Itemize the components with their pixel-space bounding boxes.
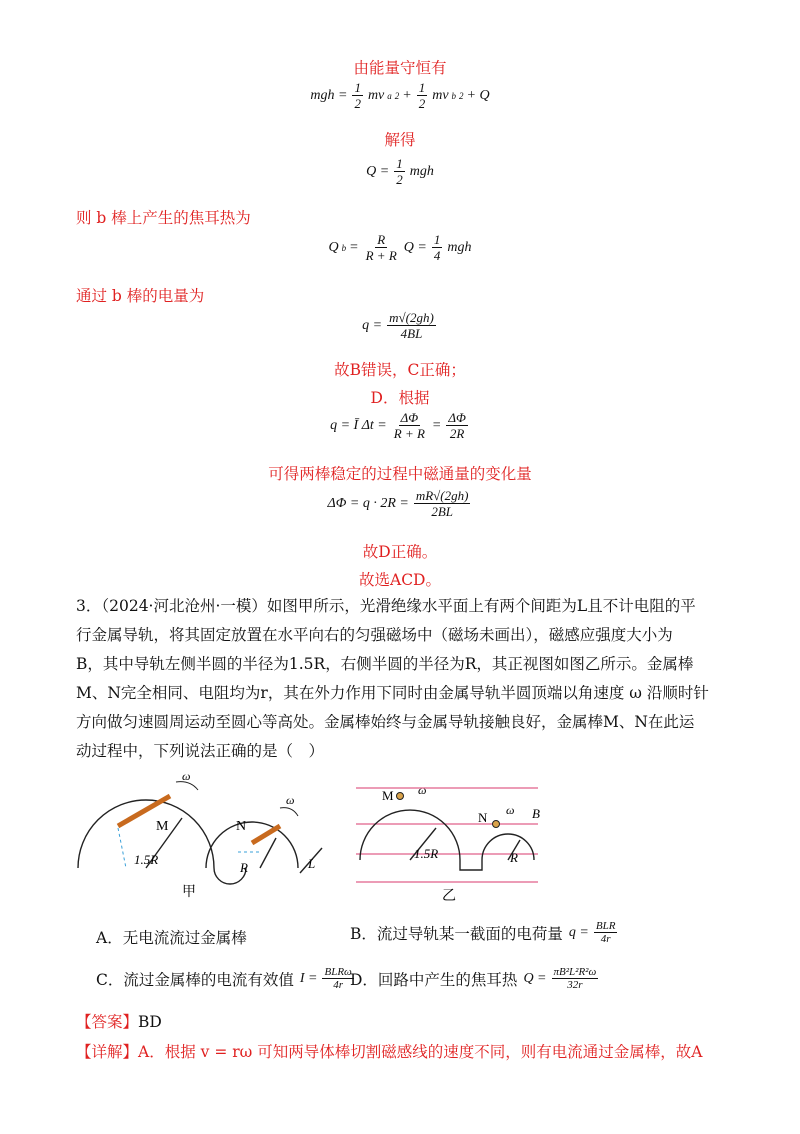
detail-label: 【详解】: [76, 1043, 139, 1061]
omega-yi-2: ω: [506, 803, 515, 817]
equation-Q: Q = $\frac{1}{2}$ mgh: [366, 156, 434, 187]
label-1-5R-yi: 1.5R: [414, 846, 439, 861]
option-D[interactable]: D．回路中产生的焦耳热 Q = $\frac{\text{πB²L²R²ω}}{32r}$: [350, 966, 597, 991]
figure-jia: [70, 768, 340, 908]
problem-line-3: B，其中导轨左侧半圆的半径为1.5R，右侧半圆的半径为R，其正视图如图乙所示。金属棒: [76, 655, 694, 673]
option-B[interactable]: B．流过导轨某一截面的电荷量 q = $\frac{\text{BLR}}{4r}$: [350, 920, 616, 945]
detail-line: [76, 1040, 736, 1062]
label-M-yi: M: [382, 788, 394, 803]
omega-yi-1: ω: [418, 783, 427, 797]
omega-label-1: ω: [182, 769, 191, 783]
problem-line-6: 动过程中，下列说法正确的是（ ）: [76, 742, 325, 760]
detail-text: A．根据 v = rω 可知两导体棒切割磁感线的速度不同，则有电流通过金属棒，故A: [138, 1043, 703, 1061]
label-N: N: [236, 819, 247, 834]
label-jia: 甲: [182, 884, 196, 900]
rod-N: [252, 826, 280, 843]
text-d-correct: 故D正确。: [362, 543, 438, 561]
equation-q: q = $\frac{m√(2gh)}{4BL}$: [362, 310, 434, 341]
equation-Qb: Q b = $\frac{R}{R + R}$ Q = $\frac{1}{4}$ mgh: [328, 232, 472, 263]
text-solve: 解得: [384, 131, 416, 149]
problem-line-4: M、N完全相同、电阻均为r，其在外力作用下同时由金属导轨半圆顶端以角速度 ω 沿顺时针: [76, 684, 709, 702]
label-R-yi: R: [510, 850, 518, 865]
option-C[interactable]: C．流过金属棒的电流有效值 I = $\frac{\text{BLRω}}{4r}$: [96, 966, 352, 991]
label-L: L: [308, 856, 316, 871]
option-A[interactable]: A．无电流流过金属棒: [96, 929, 247, 947]
problem-line-2: 行金属导轨，将其固定放置在水平向右的匀强磁场中（磁场未画出），磁感应强度大小为: [76, 626, 673, 644]
problem-line-1: 3．（2024·河北沧州·一模）如图甲所示，光滑绝缘水平面上有两个间距为L且不计电阻的平: [76, 597, 696, 615]
problem-text: [76, 592, 736, 766]
answer-line: [76, 1010, 162, 1032]
label-N-yi: N: [478, 810, 488, 825]
option-C-text: C．流过金属棒的电流有效值: [96, 970, 294, 989]
answer-label: 【答案】: [76, 1013, 139, 1031]
problem-line-5: 方向做匀速圆周运动至圆心等高处。金属棒始终与金属导轨接触良好，金属棒M、N在此运: [76, 713, 695, 731]
figure-yi: [352, 770, 542, 910]
label-R-jia: R: [240, 860, 248, 875]
omega-label-2: ω: [286, 793, 295, 807]
text-flux-change: 可得两棒稳定的过程中磁通量的变化量: [268, 465, 532, 483]
label-M: M: [156, 819, 169, 834]
label-B: B: [532, 806, 540, 821]
equation-q-flux: q = Ī Δt = $\frac{\Delta\Phi}{R + R}$ = $\frac{\Delta\Phi}{2R}$: [330, 410, 466, 441]
label-yi: 乙: [442, 888, 456, 904]
equation-energy: mgh = $\frac{1}{2}$ mv a 2 + $\frac{1}{2}$ mv b 2 + Q: [310, 80, 490, 111]
text-choose: 故选ACD。: [359, 571, 441, 589]
text-b-charge: 通过 b 棒的电量为: [76, 287, 205, 305]
equation-delta-phi: ΔΦ = q · 2R = $\frac{mR√(2gh)}{2BL}$: [327, 488, 469, 519]
answer-value: BD: [138, 1013, 162, 1031]
text-b-wrong: 故B错误，C正确；: [334, 361, 466, 379]
text-energy-conservation: 由能量守恒有: [353, 59, 447, 77]
option-B-text: B．流过导轨某一截面的电荷量: [350, 924, 563, 943]
text-d-basis: D．根据: [370, 389, 430, 407]
label-1-5R: 1.5R: [134, 852, 159, 867]
text-b-heat: 则 b 棒上产生的焦耳热为: [76, 209, 251, 227]
option-D-text: D．回路中产生的焦耳热: [350, 970, 518, 989]
